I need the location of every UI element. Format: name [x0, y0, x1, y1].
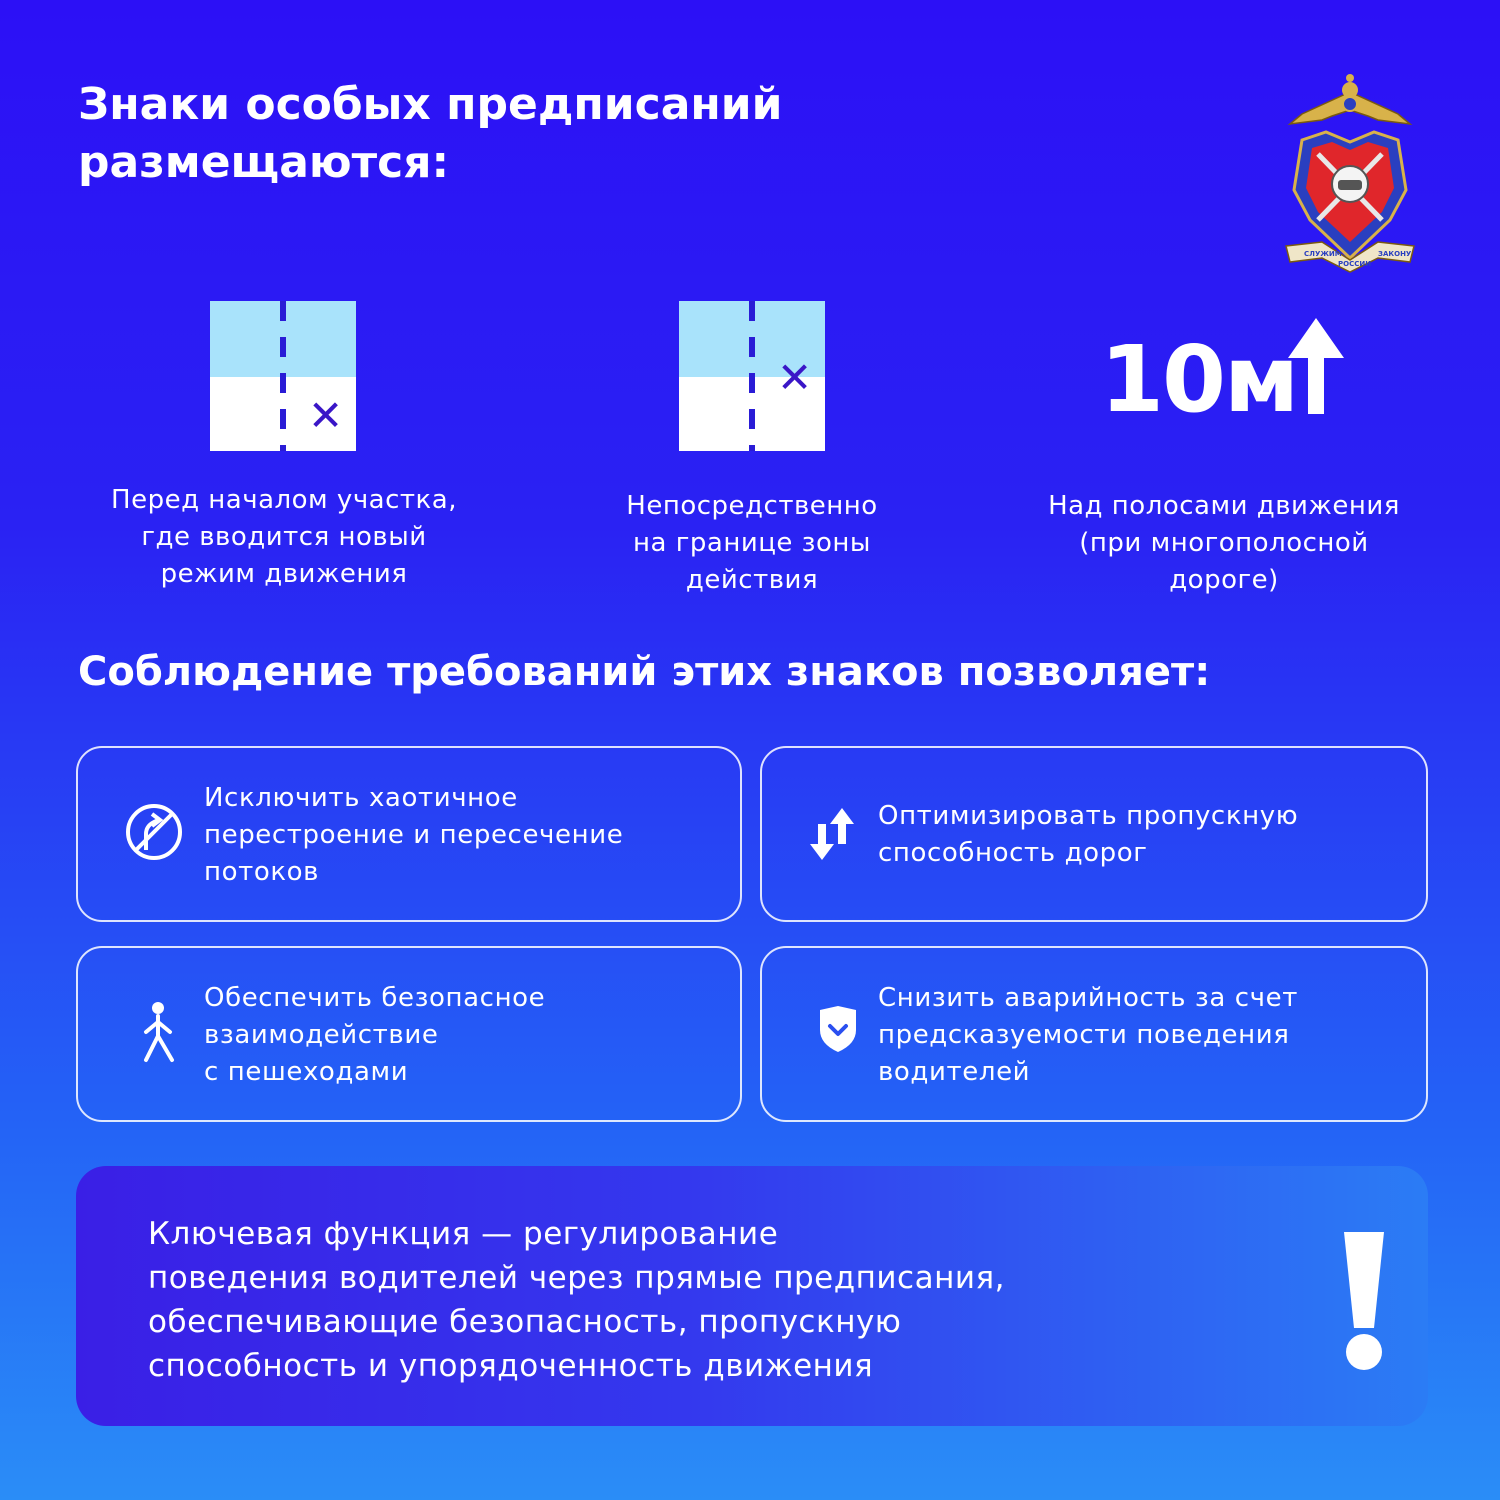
- lane-sign-boundary-icon: ✕: [679, 301, 825, 451]
- no-lane-change-icon: [122, 800, 186, 864]
- ribbon-left-text: СЛУЖИМ: [1304, 250, 1342, 258]
- police-emblem-icon: [1282, 70, 1418, 274]
- placement-caption-before: Перед началом участка, где вводится новый режим движения: [111, 485, 457, 589]
- benefit-card-pedestrians: [76, 946, 742, 1122]
- page-title: [78, 76, 1078, 192]
- benefit-card-accidents: [760, 946, 1428, 1122]
- title-line-2: размещаются:: [78, 137, 450, 188]
- benefit-card-no-chaos: [76, 746, 742, 922]
- ribbon-center-text: РОССИИ: [1338, 260, 1372, 268]
- exclamation-icon: [1334, 1224, 1394, 1374]
- benefit-text-accidents: Снизить аварийность за счет предсказуемости поведения водителей: [878, 983, 1298, 1087]
- benefit-text-pedestrians: Обеспечить безопасное взаимодействие с пешеходами: [204, 983, 546, 1087]
- benefit-text-capacity: Оптимизировать пропускную способность дорог: [878, 801, 1299, 868]
- lane-sign-before-icon: ✕: [210, 301, 356, 451]
- placement-caption-boundary: Непосредственно на границе зоны действия: [626, 491, 878, 595]
- key-function-text: Ключевая функция — регулирование поведения водителей через прямые предписания, обеспечивающие безопасность, пропускную способность и упорядоченность движения: [148, 1216, 1006, 1384]
- pedestrian-icon: [128, 1000, 184, 1068]
- benefit-card-capacity: [760, 746, 1428, 922]
- ribbon-right-text: ЗАКОНУ: [1378, 250, 1412, 258]
- benefit-text-no-chaos: Исключить хаотичное перестроение и пересечение потоков: [204, 783, 624, 887]
- shield-check-icon: [818, 1006, 858, 1052]
- up-down-arrows-icon: [808, 806, 860, 862]
- arrow-up-icon: [1286, 318, 1346, 418]
- benefits-title: Соблюдение требований этих знаков позволяет:: [78, 649, 1211, 695]
- placement-caption-over-lanes: Над полосами движения (при многополосной дороге): [1048, 491, 1400, 595]
- distance-sign-text: 10м: [1100, 326, 1298, 433]
- title-line-1: Знаки особых предписаний: [78, 79, 783, 130]
- key-function-box: [76, 1166, 1428, 1426]
